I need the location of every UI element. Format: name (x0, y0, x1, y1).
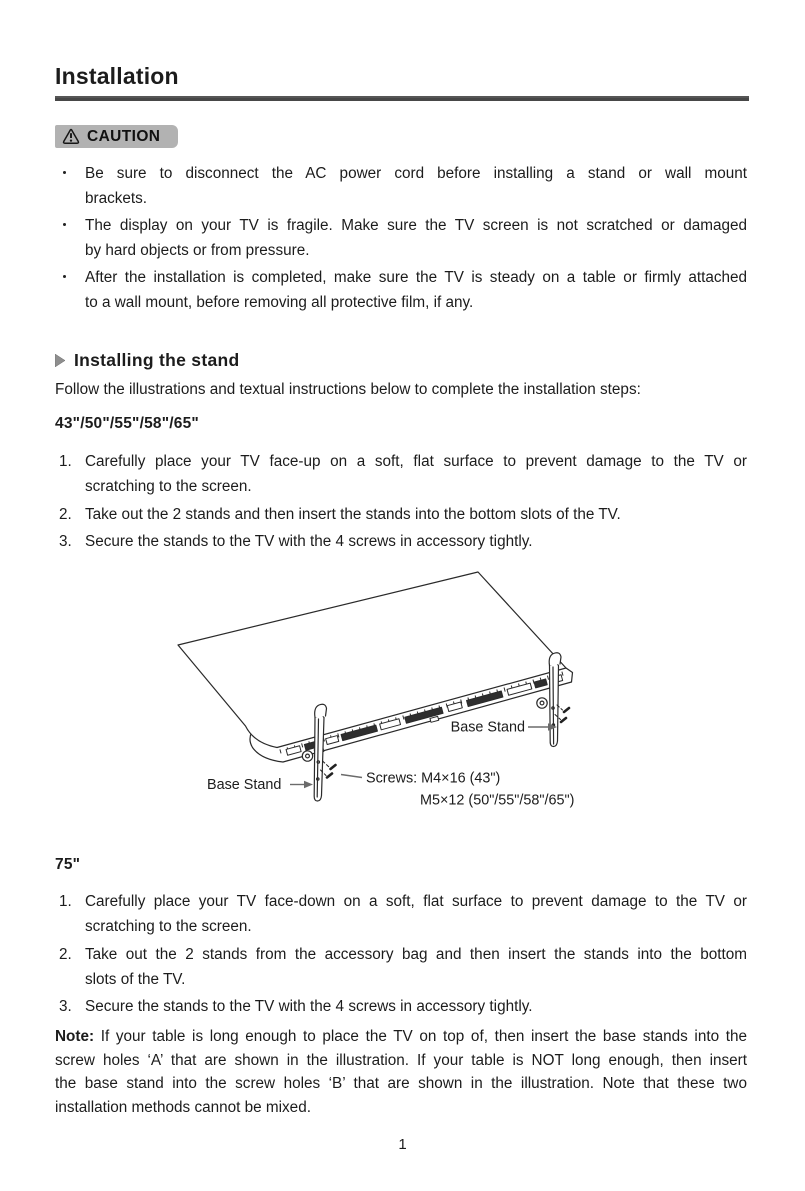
text-line: After the installation is completed, make sure the TV is steady on a table or firmly attached (85, 269, 747, 286)
section-title: Installing the stand (74, 350, 240, 370)
section-marker-icon (55, 354, 65, 367)
tv-stand-illustration (0, 555, 805, 825)
text-line: Take out the 2 stands and then insert the stands into the bottom slots of the TV. (85, 505, 621, 523)
bullet-icon (63, 275, 66, 278)
text-line: slots of the TV. (85, 970, 186, 988)
text-line: Secure the stands to the TV with the 4 screws in accessory tightly. (85, 998, 533, 1016)
size-75-heading: 75" (55, 856, 81, 873)
step-number: 3. (59, 532, 72, 550)
screws-leader (341, 775, 362, 778)
note-paragraph (55, 1025, 747, 1119)
text-line: Secure the stands to the TV with the 4 screws in accessory tightly. (85, 532, 533, 550)
base-stand-right-label: Base Stand (450, 719, 525, 736)
screw-icon (564, 708, 569, 712)
text-line: to a wall mount, before removing all protective film, if any. (85, 294, 474, 312)
title-divider (55, 96, 749, 101)
text-line: by hard objects or from pressure. (85, 242, 310, 260)
base-stand-left-label: Base Stand (207, 777, 282, 793)
step-number: 3. (59, 998, 72, 1016)
list-item (55, 213, 747, 264)
arrowhead-icon (304, 781, 313, 789)
steps-75-list (55, 889, 747, 1021)
screw-icon (561, 718, 566, 722)
text-line: scratching to the screen. (85, 478, 252, 496)
section-heading (55, 350, 239, 371)
step-number: 1. (59, 893, 72, 910)
bullet-icon (63, 223, 66, 226)
text-line: scratching to the screen. (85, 918, 252, 936)
text-line: Take out the 2 stands from the accessory bag and then insert the stands into the bottom (85, 945, 747, 963)
text-line: Carefully place your TV face-down on a soft, flat surface to prevent damage to the TV or (85, 893, 747, 910)
step-item (55, 889, 747, 940)
step-item (55, 449, 747, 500)
section-intro: Follow the illustrations and textual instructions below to complete the installation steps: (55, 381, 641, 398)
alert-triangle-icon (62, 128, 80, 145)
step-number: 1. (59, 453, 72, 470)
steps-43-list (55, 449, 747, 556)
page-number: 1 (398, 1136, 407, 1153)
step-item (55, 994, 747, 1019)
size-43-heading: 43"/50"/55"/58"/65" (55, 415, 199, 432)
caution-list (55, 161, 747, 317)
page-title: Installation (55, 63, 179, 89)
text-line: Carefully place your TV face-up on a soft, flat surface to prevent damage to the TV or (85, 453, 747, 470)
screw-icon (331, 765, 336, 769)
step-item (55, 502, 747, 527)
text-line: The display on your TV is fragile. Make sure the TV screen is not scratched or damaged (85, 217, 747, 234)
screw-icon (327, 774, 332, 778)
screws-spec-line1: Screws: M4×16 (43") (366, 770, 501, 787)
screws-spec-line2: M5×12 (50"/55"/58"/65") (420, 792, 575, 809)
text-line: brackets. (85, 190, 148, 208)
text-line: the base stand into the screw holes ‘B’ that are shown in the illustration. Note that these two (55, 1075, 747, 1093)
bullet-icon (63, 171, 66, 174)
caution-label: CAUTION (87, 127, 161, 145)
step-item (55, 529, 747, 554)
text-line: installation methods cannot be mixed. (55, 1098, 311, 1116)
list-item (55, 265, 747, 316)
text-line: screw holes ‘A’ that are shown in the illustration. If your table is NOT long enough, then insert (55, 1051, 747, 1069)
step-item (55, 942, 747, 993)
text-line: Be sure to disconnect the AC power cord before installing a stand or wall mount (85, 165, 747, 182)
text-line (55, 1025, 747, 1049)
step-number: 2. (59, 505, 72, 523)
caution-badge (55, 125, 178, 148)
list-item (55, 161, 747, 212)
step-number: 2. (59, 945, 72, 963)
note-label: Note: (55, 1028, 95, 1045)
note-text: If your table is long enough to place the TV on top of, then insert the base stands into the (94, 1028, 747, 1045)
